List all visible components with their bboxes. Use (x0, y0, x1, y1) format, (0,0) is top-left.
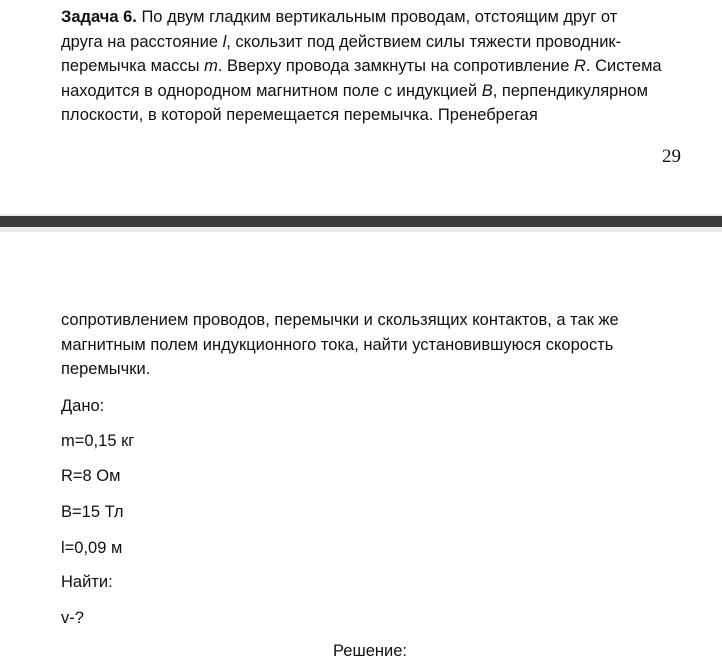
problem-line-2: друга на расстояние l, скользит под действием силы тяжести проводник- (61, 32, 622, 51)
var-l: l (222, 32, 227, 51)
page-break-band (0, 216, 722, 227)
find-item: v-? (61, 609, 84, 627)
page-number: 29 (662, 146, 681, 167)
problem-line-3: перемычка массы m. Вверху провода замкнуты на сопротивление R. Система (61, 57, 662, 75)
continuation-line-1: сопротивлением проводов, перемычки и скользящих контактов, а так же (61, 311, 619, 329)
problem-line-5: плоскости, в которой перемещается перемычка. Пренебрегая (61, 106, 538, 124)
given-induction: B=15 Тл (61, 503, 124, 521)
page-break (0, 214, 722, 232)
problem-line-4: находится в однородном магнитном поле с индукцией B, перпендикулярном (61, 81, 648, 100)
continuation-line-2: магнитным полем индукционного тока, найти установившуюся скорость (61, 335, 614, 354)
solution-heading: Решение: (333, 642, 407, 660)
find-heading: Найти: (61, 573, 113, 591)
var-b: B (481, 81, 493, 100)
problem-continuation (61, 308, 691, 382)
problem-statement (61, 5, 691, 128)
given-length: l=0,09 м (61, 539, 123, 557)
page-top (0, 0, 722, 214)
var-r: R (574, 57, 586, 75)
problem-line-1: Задача 6. По двум гладким вертикальным проводам, отстоящим друг от (61, 8, 618, 26)
continuation-line-3: перемычки. (61, 360, 151, 378)
given-heading: Дано: (61, 397, 105, 415)
problem-label: Задача 6. (61, 8, 137, 26)
given-mass: m=0,15 кг (61, 432, 135, 450)
var-m: m (204, 57, 218, 75)
given-resistance: R=8 Ом (61, 467, 121, 485)
